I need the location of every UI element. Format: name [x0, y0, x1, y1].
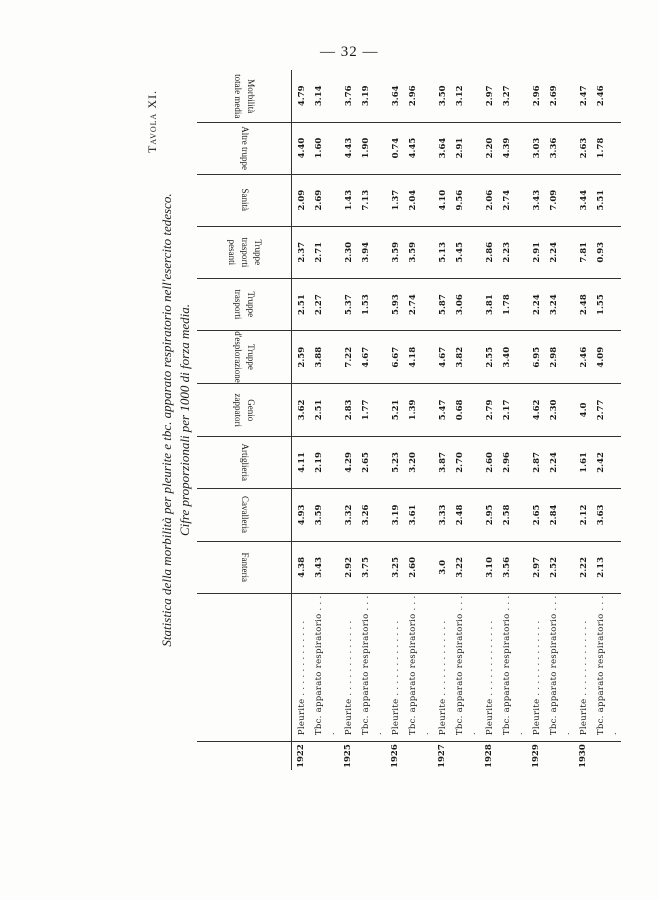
value-pleurite: 3.44 — [579, 189, 589, 211]
value-pleurite: 2.97 — [532, 556, 542, 578]
value-tbc: 3.59 — [314, 504, 324, 526]
table-label: Tavola XI. — [145, 90, 159, 153]
value-tbc: 2.27 — [314, 294, 324, 315]
value-cell — [339, 174, 386, 226]
value-cell — [386, 489, 433, 542]
value-pleurite: 6.67 — [391, 346, 401, 368]
value-tbc: 2.17 — [502, 399, 512, 421]
column-header-morbilita-totale: Morbilità totale media — [197, 70, 292, 122]
value-pleurite: 2.48 — [579, 294, 589, 315]
value-pleurite: 3.64 — [391, 85, 401, 107]
value-pleurite: 1.43 — [344, 189, 354, 211]
year-cell: 1926 — [390, 744, 400, 768]
value-cell — [339, 331, 386, 384]
value-pleurite: 2.95 — [485, 504, 495, 526]
value-tbc: 2.48 — [455, 504, 465, 526]
value-cell — [480, 331, 527, 384]
value-tbc: 1.90 — [361, 137, 371, 159]
value-tbc: 3.59 — [408, 241, 418, 263]
value-cell — [339, 278, 386, 330]
value-tbc: 4.67 — [361, 346, 371, 368]
value-tbc: 9.56 — [455, 189, 465, 211]
value-tbc: 3.61 — [408, 504, 418, 526]
value-cell — [433, 174, 480, 226]
value-tbc: 1.77 — [361, 399, 371, 421]
value-pleurite: 2.60 — [485, 452, 495, 473]
value-pleurite: 3.25 — [391, 556, 401, 578]
value-tbc: 5.51 — [596, 189, 606, 211]
year-cell: 1927 — [437, 744, 447, 768]
column-header-truppe-trasporti: Truppe trasporti — [197, 278, 292, 330]
value-pleurite: 5.47 — [438, 399, 448, 421]
value-pleurite: 2.83 — [344, 399, 354, 421]
value-pleurite: 2.12 — [579, 504, 589, 526]
value-cell — [386, 331, 433, 384]
table-row — [339, 70, 386, 770]
value-cell — [433, 436, 480, 489]
value-tbc: 2.30 — [549, 399, 559, 421]
value-cell — [574, 436, 621, 489]
value-cell — [574, 541, 621, 593]
value-cell — [339, 226, 386, 278]
description-cell — [292, 593, 340, 741]
value-pleurite: 2.37 — [297, 241, 307, 263]
value-cell — [480, 226, 527, 278]
value-cell — [386, 384, 433, 436]
value-pleurite: 3.81 — [485, 294, 495, 315]
year-cell: 1930 — [578, 744, 588, 768]
value-pleurite: 2.24 — [532, 294, 542, 315]
value-tbc: 2.69 — [314, 189, 324, 211]
table-row — [574, 70, 621, 770]
value-cell — [480, 541, 527, 593]
label-pleurite: Pleurite . . . . . . . . . . . . . — [485, 620, 495, 736]
label-pleurite: Pleurite . . . . . . . . . . . . . — [532, 620, 542, 736]
value-tbc: 2.91 — [455, 137, 465, 159]
value-tbc: 1.78 — [502, 294, 512, 315]
value-pleurite: 4.0 — [579, 402, 589, 418]
label-pleurite: Pleurite . . . . . . . . . . . . . — [391, 620, 401, 736]
column-header-truppe-esplorazione: Truppe d'esplorazione — [197, 331, 292, 384]
value-tbc: 3.88 — [314, 346, 324, 368]
value-pleurite: 3.32 — [344, 504, 354, 526]
value-tbc: 1.55 — [596, 294, 606, 315]
description-cell — [433, 593, 480, 741]
value-pleurite: 5.93 — [391, 294, 401, 315]
value-cell — [527, 70, 574, 122]
value-tbc: 1.39 — [408, 399, 418, 421]
value-tbc: 2.51 — [314, 399, 324, 421]
value-tbc: 2.24 — [549, 452, 559, 473]
value-tbc: 3.14 — [314, 85, 324, 107]
rotated-table-region — [145, 70, 619, 770]
value-pleurite: 1.37 — [391, 189, 401, 211]
value-pleurite: 4.67 — [438, 346, 448, 368]
value-tbc: 2.84 — [549, 504, 559, 526]
column-header-fanteria: Fanteria — [197, 541, 292, 593]
value-cell — [292, 70, 340, 122]
value-tbc: 3.40 — [502, 346, 512, 368]
value-tbc: 3.22 — [455, 556, 465, 578]
value-pleurite: 5.13 — [438, 241, 448, 263]
value-pleurite: 2.51 — [297, 294, 307, 315]
value-cell — [433, 278, 480, 330]
value-cell — [574, 70, 621, 122]
value-pleurite: 5.21 — [391, 399, 401, 421]
value-pleurite: 4.79 — [297, 85, 307, 107]
value-tbc: 2.60 — [408, 556, 418, 578]
value-cell — [433, 331, 480, 384]
value-tbc: 1.60 — [314, 137, 324, 159]
value-pleurite: 2.20 — [485, 137, 495, 159]
value-cell — [480, 384, 527, 436]
value-tbc: 3.94 — [361, 241, 371, 263]
value-tbc: 2.74 — [408, 294, 418, 315]
column-header-truppe-trasporti-pesanti: Truppe trasporti pesanti — [197, 226, 292, 278]
value-cell — [339, 541, 386, 593]
value-pleurite: 3.50 — [438, 85, 448, 107]
value-pleurite: 2.97 — [485, 85, 495, 107]
value-tbc: 2.96 — [408, 85, 418, 107]
value-tbc: 2.52 — [549, 556, 559, 578]
value-cell — [386, 226, 433, 278]
value-pleurite: 2.55 — [485, 346, 495, 368]
value-pleurite: 3.76 — [344, 85, 354, 107]
value-tbc: 4.45 — [408, 137, 418, 159]
value-tbc: 3.56 — [502, 556, 512, 578]
description-cell — [480, 593, 527, 741]
value-cell — [292, 489, 340, 542]
value-cell — [480, 278, 527, 330]
value-cell — [527, 436, 574, 489]
value-pleurite: 2.91 — [532, 241, 542, 263]
value-cell — [574, 174, 621, 226]
value-tbc: 2.65 — [361, 452, 371, 473]
value-pleurite: 4.62 — [532, 399, 542, 421]
value-cell — [527, 331, 574, 384]
value-tbc: 3.75 — [361, 556, 371, 578]
value-pleurite: 2.09 — [297, 189, 307, 211]
value-pleurite: 6.95 — [532, 346, 542, 368]
value-pleurite: 2.92 — [344, 556, 354, 578]
year-cell: 1922 — [296, 744, 306, 768]
label-pleurite: Pleurite . . . . . . . . . . . . . — [297, 620, 307, 736]
description-cell — [527, 593, 574, 741]
page-number: — 32 — — [320, 44, 379, 60]
value-pleurite: 3.10 — [485, 556, 495, 578]
value-pleurite: 3.19 — [391, 504, 401, 526]
value-cell — [574, 331, 621, 384]
value-pleurite: 2.63 — [579, 137, 589, 159]
value-pleurite: 4.10 — [438, 189, 448, 211]
value-cell — [527, 174, 574, 226]
value-cell — [386, 436, 433, 489]
value-tbc: 2.77 — [596, 399, 606, 421]
value-pleurite: 4.38 — [297, 556, 307, 578]
year-cell: 1929 — [531, 744, 541, 768]
value-cell — [433, 541, 480, 593]
value-cell — [527, 384, 574, 436]
value-cell — [433, 226, 480, 278]
value-tbc: 0.93 — [596, 241, 606, 263]
value-tbc: 3.20 — [408, 452, 418, 473]
value-pleurite: 3.62 — [297, 399, 307, 421]
label-pleurite: Pleurite . . . . . . . . . . . . . — [438, 620, 448, 736]
table-row — [433, 70, 480, 770]
value-cell — [386, 541, 433, 593]
value-pleurite: 2.87 — [532, 452, 542, 473]
value-tbc: 2.70 — [455, 452, 465, 473]
value-tbc: 4.39 — [502, 137, 512, 159]
value-pleurite: 3.43 — [532, 189, 542, 211]
value-tbc: 3.63 — [596, 504, 606, 526]
table-row — [292, 70, 340, 770]
value-tbc: 2.98 — [549, 346, 559, 368]
value-pleurite: 4.43 — [344, 137, 354, 159]
description-cell — [339, 593, 386, 741]
value-cell — [433, 489, 480, 542]
value-tbc: 3.24 — [549, 294, 559, 315]
value-cell — [574, 278, 621, 330]
table-row — [527, 70, 574, 770]
value-tbc: 4.09 — [596, 346, 606, 368]
value-cell — [527, 489, 574, 542]
value-tbc: 2.96 — [502, 452, 512, 473]
value-pleurite: 5.87 — [438, 294, 448, 315]
label-tbc: Tbc. apparato respiratorio . . . . — [549, 595, 572, 736]
value-pleurite: 3.03 — [532, 137, 542, 159]
value-tbc: 2.74 — [502, 189, 512, 211]
value-cell — [339, 70, 386, 122]
value-cell — [527, 541, 574, 593]
value-cell — [433, 122, 480, 174]
value-cell — [386, 70, 433, 122]
value-tbc: 3.43 — [314, 556, 324, 578]
value-cell — [339, 436, 386, 489]
value-pleurite: 5.23 — [391, 452, 401, 473]
value-cell — [574, 384, 621, 436]
value-pleurite: 4.40 — [297, 137, 307, 159]
description-cell — [386, 593, 433, 741]
morbidity-table — [197, 70, 621, 770]
value-pleurite: 4.11 — [297, 452, 307, 473]
value-pleurite: 3.0 — [438, 559, 448, 575]
value-tbc: 2.69 — [549, 85, 559, 107]
table-row — [480, 70, 527, 770]
value-pleurite: 3.87 — [438, 452, 448, 473]
value-tbc: 1.78 — [596, 137, 606, 159]
value-cell — [527, 226, 574, 278]
value-tbc: 3.36 — [549, 137, 559, 159]
value-cell — [386, 278, 433, 330]
value-pleurite: 2.47 — [579, 85, 589, 107]
value-cell — [574, 489, 621, 542]
value-pleurite: 2.86 — [485, 241, 495, 263]
value-cell — [292, 541, 340, 593]
value-pleurite: 7.81 — [579, 241, 589, 263]
value-cell — [574, 122, 621, 174]
value-pleurite: 3.64 — [438, 137, 448, 159]
value-pleurite: 4.93 — [297, 504, 307, 526]
value-cell — [480, 436, 527, 489]
table-row — [386, 70, 433, 770]
value-tbc: 3.12 — [455, 85, 465, 107]
value-cell — [480, 122, 527, 174]
value-cell — [386, 122, 433, 174]
value-pleurite: 4.29 — [344, 452, 354, 473]
value-cell — [292, 278, 340, 330]
label-tbc: Tbc. apparato respiratorio . . . . — [314, 595, 337, 736]
value-pleurite: 2.06 — [485, 189, 495, 211]
value-cell — [386, 174, 433, 226]
value-tbc: 2.58 — [502, 504, 512, 526]
value-cell — [574, 226, 621, 278]
year-cell: 1928 — [484, 744, 494, 768]
value-tbc: 2.19 — [314, 452, 324, 473]
value-pleurite: 0.74 — [391, 137, 401, 159]
value-cell — [292, 226, 340, 278]
value-tbc: 7.13 — [361, 189, 371, 211]
value-pleurite: 2.59 — [297, 346, 307, 368]
value-tbc: 1.53 — [361, 294, 371, 315]
value-pleurite: 5.37 — [344, 294, 354, 315]
value-cell — [292, 331, 340, 384]
value-tbc: 3.26 — [361, 504, 371, 526]
value-tbc: 2.23 — [502, 241, 512, 263]
table-body — [292, 70, 622, 770]
value-pleurite: 2.79 — [485, 399, 495, 421]
value-tbc: 0.68 — [455, 399, 465, 421]
value-tbc: 2.24 — [549, 241, 559, 263]
column-header-cavalleria: Cavalleria — [197, 489, 292, 542]
value-tbc: 2.13 — [596, 556, 606, 578]
value-tbc: 2.46 — [596, 85, 606, 107]
value-tbc: 2.42 — [596, 452, 606, 473]
label-tbc: Tbc. apparato respiratorio . . . . — [502, 595, 525, 736]
value-pleurite: 1.61 — [579, 452, 589, 473]
value-cell — [527, 278, 574, 330]
value-tbc: 5.45 — [455, 241, 465, 263]
value-pleurite: 3.59 — [391, 241, 401, 263]
table-title: Statistica della morbilità per pleurite e tbc. apparato respiratorio nell'esercito tedesco. — [159, 193, 174, 647]
column-header-genio-zappatori: Genio zappatori — [197, 384, 292, 436]
value-cell — [480, 489, 527, 542]
value-tbc: 3.19 — [361, 85, 371, 107]
value-cell — [433, 384, 480, 436]
value-tbc: 3.82 — [455, 346, 465, 368]
value-pleurite: 3.33 — [438, 504, 448, 526]
value-tbc: 2.04 — [408, 189, 418, 211]
year-header — [197, 742, 292, 770]
value-tbc: 3.06 — [455, 294, 465, 315]
label-pleurite: Pleurite . . . . . . . . . . . . . — [579, 620, 589, 736]
label-tbc: Tbc. apparato respiratorio . . . . — [455, 595, 478, 736]
value-pleurite: 7.22 — [344, 346, 354, 368]
value-pleurite: 2.96 — [532, 85, 542, 107]
value-cell — [527, 122, 574, 174]
column-header-artiglieria: Artiglieria — [197, 436, 292, 489]
header-row — [197, 70, 292, 770]
description-header — [197, 593, 292, 741]
value-tbc: 4.18 — [408, 346, 418, 368]
value-tbc: 2.71 — [314, 241, 324, 263]
value-cell — [339, 384, 386, 436]
value-tbc: 3.27 — [502, 85, 512, 107]
value-cell — [292, 384, 340, 436]
column-header-sanita: Sanità — [197, 174, 292, 226]
value-cell — [339, 122, 386, 174]
value-pleurite: 2.30 — [344, 241, 354, 263]
label-pleurite: Pleurite . . . . . . . . . . . . . — [344, 620, 354, 736]
value-cell — [292, 174, 340, 226]
value-cell — [480, 70, 527, 122]
value-cell — [339, 489, 386, 542]
description-cell — [574, 593, 621, 741]
value-cell — [433, 70, 480, 122]
label-tbc: Tbc. apparato respiratorio . . . . — [361, 595, 384, 736]
value-tbc: 7.09 — [549, 189, 559, 211]
label-tbc: Tbc. apparato respiratorio . . . . — [408, 595, 431, 736]
label-tbc: Tbc. apparato respiratorio . . . . — [596, 595, 619, 736]
value-pleurite: 2.65 — [532, 504, 542, 526]
year-cell: 1925 — [343, 744, 353, 768]
value-cell — [292, 436, 340, 489]
value-cell — [480, 174, 527, 226]
value-cell — [292, 122, 340, 174]
table-subtitle: Cifre proporzionali per 1000 di forza media. — [177, 304, 192, 536]
value-pleurite: 2.46 — [579, 346, 589, 368]
column-header-altre-truppe: Altre truppe — [197, 122, 292, 174]
value-pleurite: 2.22 — [579, 556, 589, 578]
